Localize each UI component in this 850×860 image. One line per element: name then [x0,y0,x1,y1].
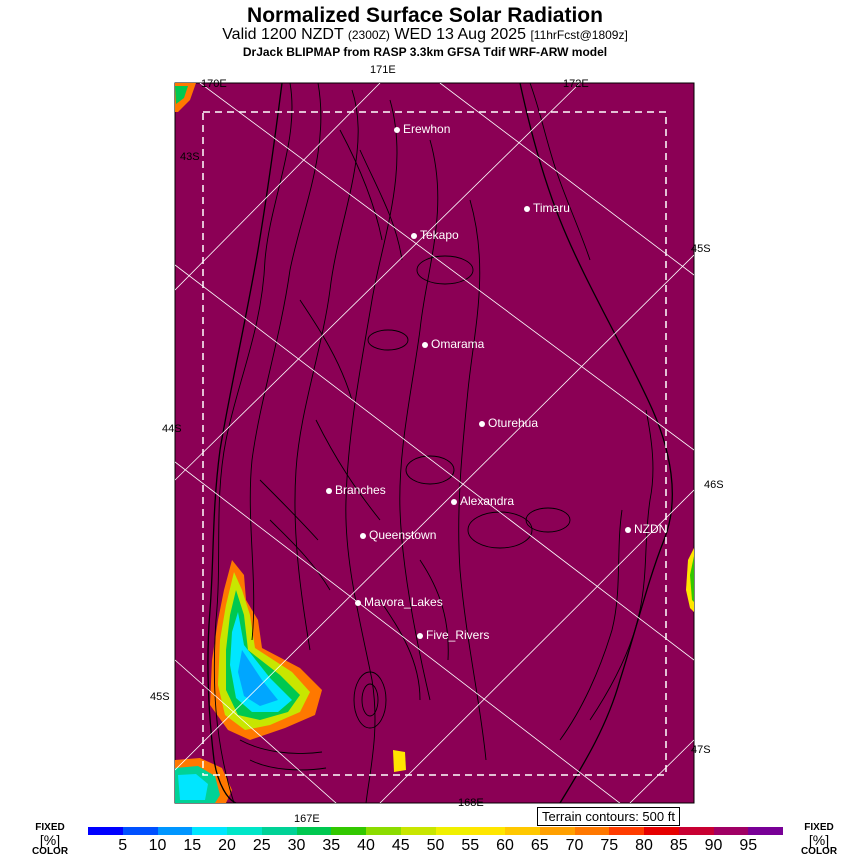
colorbar-tick-label: 35 [322,837,341,854]
low-radiation-spot-south [393,750,406,772]
town-label: Mavora_Lakes [364,595,443,609]
grid-label-172e: 172E [563,78,589,90]
colorbar-tick-label: 50 [426,837,445,854]
town-branches [326,483,386,497]
colorbar-swatch [714,827,749,835]
colorbar-swatch [366,827,401,835]
town-marker-icon [355,600,361,606]
town-label: Oturehua [488,416,539,430]
town-marker-icon [524,206,530,212]
colorbar-swatch [748,827,783,835]
colorbar-swatch [331,827,366,835]
forecast-info: [11hrFcst@1809z] [530,28,628,42]
colorbar-swatch [644,827,679,835]
town-nzdn [625,522,667,536]
colorbar-fixed-label-left [30,823,70,857]
colorbar-swatch [158,827,193,835]
grid-label-168e: 168E [458,797,484,809]
colorbar-tick-label: 30 [287,837,306,854]
fixed-text: FIXED [35,822,65,833]
colorbar-tick-label: 55 [461,837,480,854]
colorbar-swatch [540,827,575,835]
grid-label-167e: 167E [294,813,320,825]
town-label: Timaru [533,201,570,215]
town-label: Queenstown [369,528,437,542]
grid-label-46s: 46S [704,479,724,491]
town-marker-icon [422,342,428,348]
color-text: COLOR [31,846,69,857]
colorbar-tick-label: 65 [530,837,549,854]
town-marker-icon [451,499,457,505]
town-omarama [422,337,484,351]
colorbar-swatch [88,827,123,835]
town-alexandra [451,494,514,508]
town-marker-icon [394,127,400,133]
colorbar-swatch [609,827,644,835]
colorbar-tick-label: 15 [183,837,202,854]
colorbar-tick-label: 40 [357,837,375,854]
date: WED 13 Aug 2025 [394,26,527,43]
colorbar-tick-label: 90 [704,837,723,854]
town-label: Omarama [431,337,485,351]
town-label: Five_Rivers [426,628,490,642]
colorbar-swatch [227,827,262,835]
town-label: Alexandra [460,494,515,508]
colorbar-swatch [575,827,610,835]
colorbar-swatch [401,827,436,835]
colorbar-swatch [123,827,158,835]
chart-title: Normalized Surface Solar Radiation [247,4,603,27]
colorbar-swatch [679,827,714,835]
colorbar-tick-label: 95 [739,837,758,854]
colorbar-swatch [470,827,505,835]
colorbar-swatch [192,827,227,835]
town-label: Tekapo [420,228,459,242]
town-mavora-lakes [355,595,443,609]
color-text: COLOR [800,846,838,857]
town-marker-icon [479,421,485,427]
percent-unit: [%] [39,832,61,848]
town-oturehua [479,416,538,430]
colorbar-tick-label: 80 [635,837,653,854]
terrain-contours-note: Terrain contours: 500 ft [537,807,680,826]
grid-label-45s-left: 45S [150,691,170,703]
town-timaru [524,201,570,215]
colorbar-tick-label: 75 [600,837,619,854]
town-erewhon [394,122,450,136]
colorbar-tick-label: 70 [565,837,584,854]
town-marker-icon [326,488,332,494]
grid-label-44s: 44S [162,423,182,435]
town-marker-icon [411,233,417,239]
colorbar-fixed-label-right [797,823,841,857]
town-tekapo [411,228,459,242]
utc-time: (2300Z) [347,28,390,42]
town-five-rivers [417,628,489,642]
colorbar [88,827,783,835]
town-marker-icon [360,533,366,539]
colorbar-swatch [297,827,332,835]
town-marker-icon [417,633,423,639]
town-label: Branches [335,483,386,497]
colorbar-tick-label: 60 [496,837,514,854]
colorbar-tick-label: 10 [148,837,167,854]
colorbar-ticks [88,837,783,855]
model-info: DrJack BLIPMAP from RASP 3.3km GFSA Tdif WRF-ARW model [242,45,608,59]
colorbar-tick-label: 5 [118,837,128,854]
grid-label-47s: 47S [691,744,711,756]
colorbar-swatch [262,827,297,835]
town-queenstown [360,528,436,542]
colorbar-tick-label: 20 [218,837,236,854]
colorbar-swatch [505,827,540,835]
valid-time: Valid 1200 NZDT [222,26,344,43]
colorbar-tick-label: 85 [669,837,688,854]
colorbar-tick-label: 25 [252,837,271,854]
town-label: Erewhon [403,122,451,136]
town-marker-icon [625,527,631,533]
town-label: NZDN [634,522,668,536]
grid-label-43s: 43S [180,151,200,163]
grid-label-45s-right: 45S [691,243,711,255]
percent-unit: [%] [808,832,830,848]
grid-label-170e: 170E [201,78,227,90]
colorbar-tick-label: 45 [391,837,410,854]
colorbar-swatch [436,827,471,835]
grid-label-171e: 171E [370,64,396,76]
fixed-text: FIXED [804,822,834,833]
